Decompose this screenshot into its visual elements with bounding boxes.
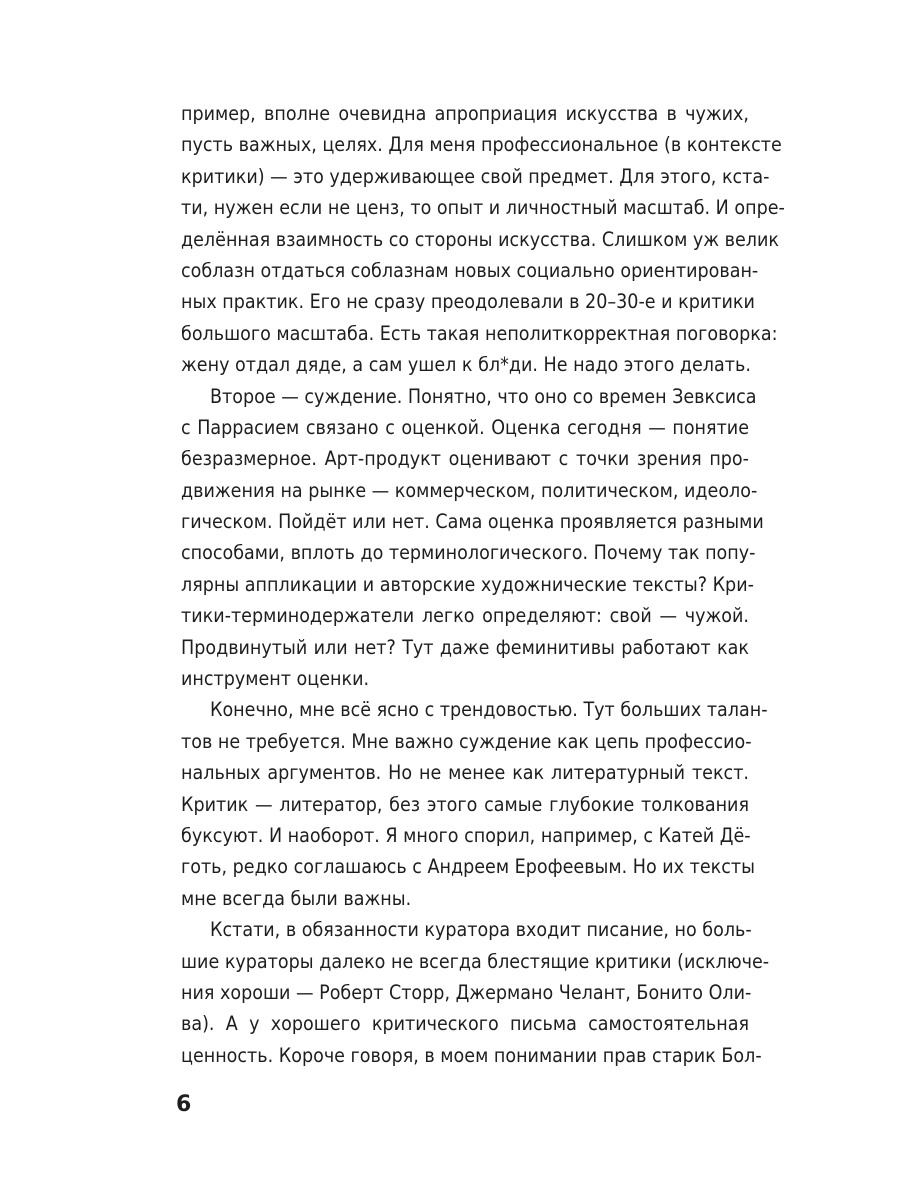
text-line: Критик — литератор, без этого самые глубокие толкования	[181, 792, 749, 816]
text-line: готь, редко соглашаюсь с Андреем Ерофеевым. Но их тексты	[181, 855, 755, 879]
text-line: лярны аппликации и авторские художнические тексты? Кри-	[181, 572, 754, 596]
page-number: 6	[176, 1092, 192, 1117]
text-line: ти, нужен если не ценз, то опыт и личностный масштаб. И опре-	[181, 196, 785, 220]
text-line: шие кураторы далеко не всегда блестящие критики (исключе-	[181, 949, 770, 973]
text-line: Конечно, мне всё ясно с трендовостью. Тут больших талан-	[210, 698, 768, 722]
text-line: ва). А у хорошего критического письма самостоятельная	[181, 1012, 749, 1036]
text-line: ния хороши — Роберт Сторр, Джермано Челант, Бонито Оли-	[181, 980, 752, 1004]
text-line: делённая взаимность со стороны искусства. Слишком уж велик	[181, 227, 780, 251]
text-line: Второе — суждение. Понятно, что оно со времен Зевксиса	[210, 384, 757, 408]
text-line: движения на рынке — коммерческом, политическом, идеоло-	[181, 478, 758, 502]
text-line: ных практик. Его не сразу преодолевали в 20–30-е и критики	[181, 290, 755, 314]
text-line: мне всегда были важны.	[181, 886, 412, 910]
text-line: большого масштаба. Есть такая неполиткорректная поговорка:	[181, 321, 778, 345]
text-line: с Паррасием связано с оценкой. Оценка сегодня — понятие	[181, 415, 749, 439]
text-line: гическом. Пойдёт или нет. Сама оценка проявляется разными	[181, 510, 764, 534]
text-line: инструмент оценки.	[181, 667, 370, 691]
text-line: Кстати, в обязанности куратора входит писание, но боль-	[210, 918, 752, 942]
text-line: критики) — это удерживающее свой предмет. Для этого, кста-	[181, 164, 770, 188]
text-line: соблазн отдаться соблазнам новых социально ориентирован-	[181, 258, 759, 282]
text-line: способами, вплоть до терминологического. Почему так попу-	[181, 541, 756, 565]
text-line: тики-терминодержатели легко определяют: свой — чужой.	[181, 604, 749, 628]
text-line: нальных аргументов. Но не менее как литературный текст.	[181, 761, 749, 785]
text-line: буксуют. И наоборот. Я много спорил, например, с Катей Дё-	[181, 823, 751, 847]
text-line: пусть важных, целях. Для меня профессиональное (в контексте	[181, 133, 782, 157]
text-line: пример, вполне очевидна апроприация искусства в чужих,	[181, 102, 749, 125]
text-line: жену отдал дяде, а сам ушел к бл*ди. Не надо этого делать.	[181, 353, 751, 377]
text-line: ценность. Короче говоря, в моем понимании прав старик Бол-	[181, 1043, 762, 1067]
text-line: безразмерное. Арт-продукт оценивают с точки зрения про-	[181, 447, 749, 471]
text-line: Продвинутый или нет? Тут даже феминитивы работают как	[181, 635, 749, 659]
text-line: тов не требуется. Мне важно суждение как цепь профессио-	[181, 729, 752, 753]
body-text	[181, 98, 785, 1071]
